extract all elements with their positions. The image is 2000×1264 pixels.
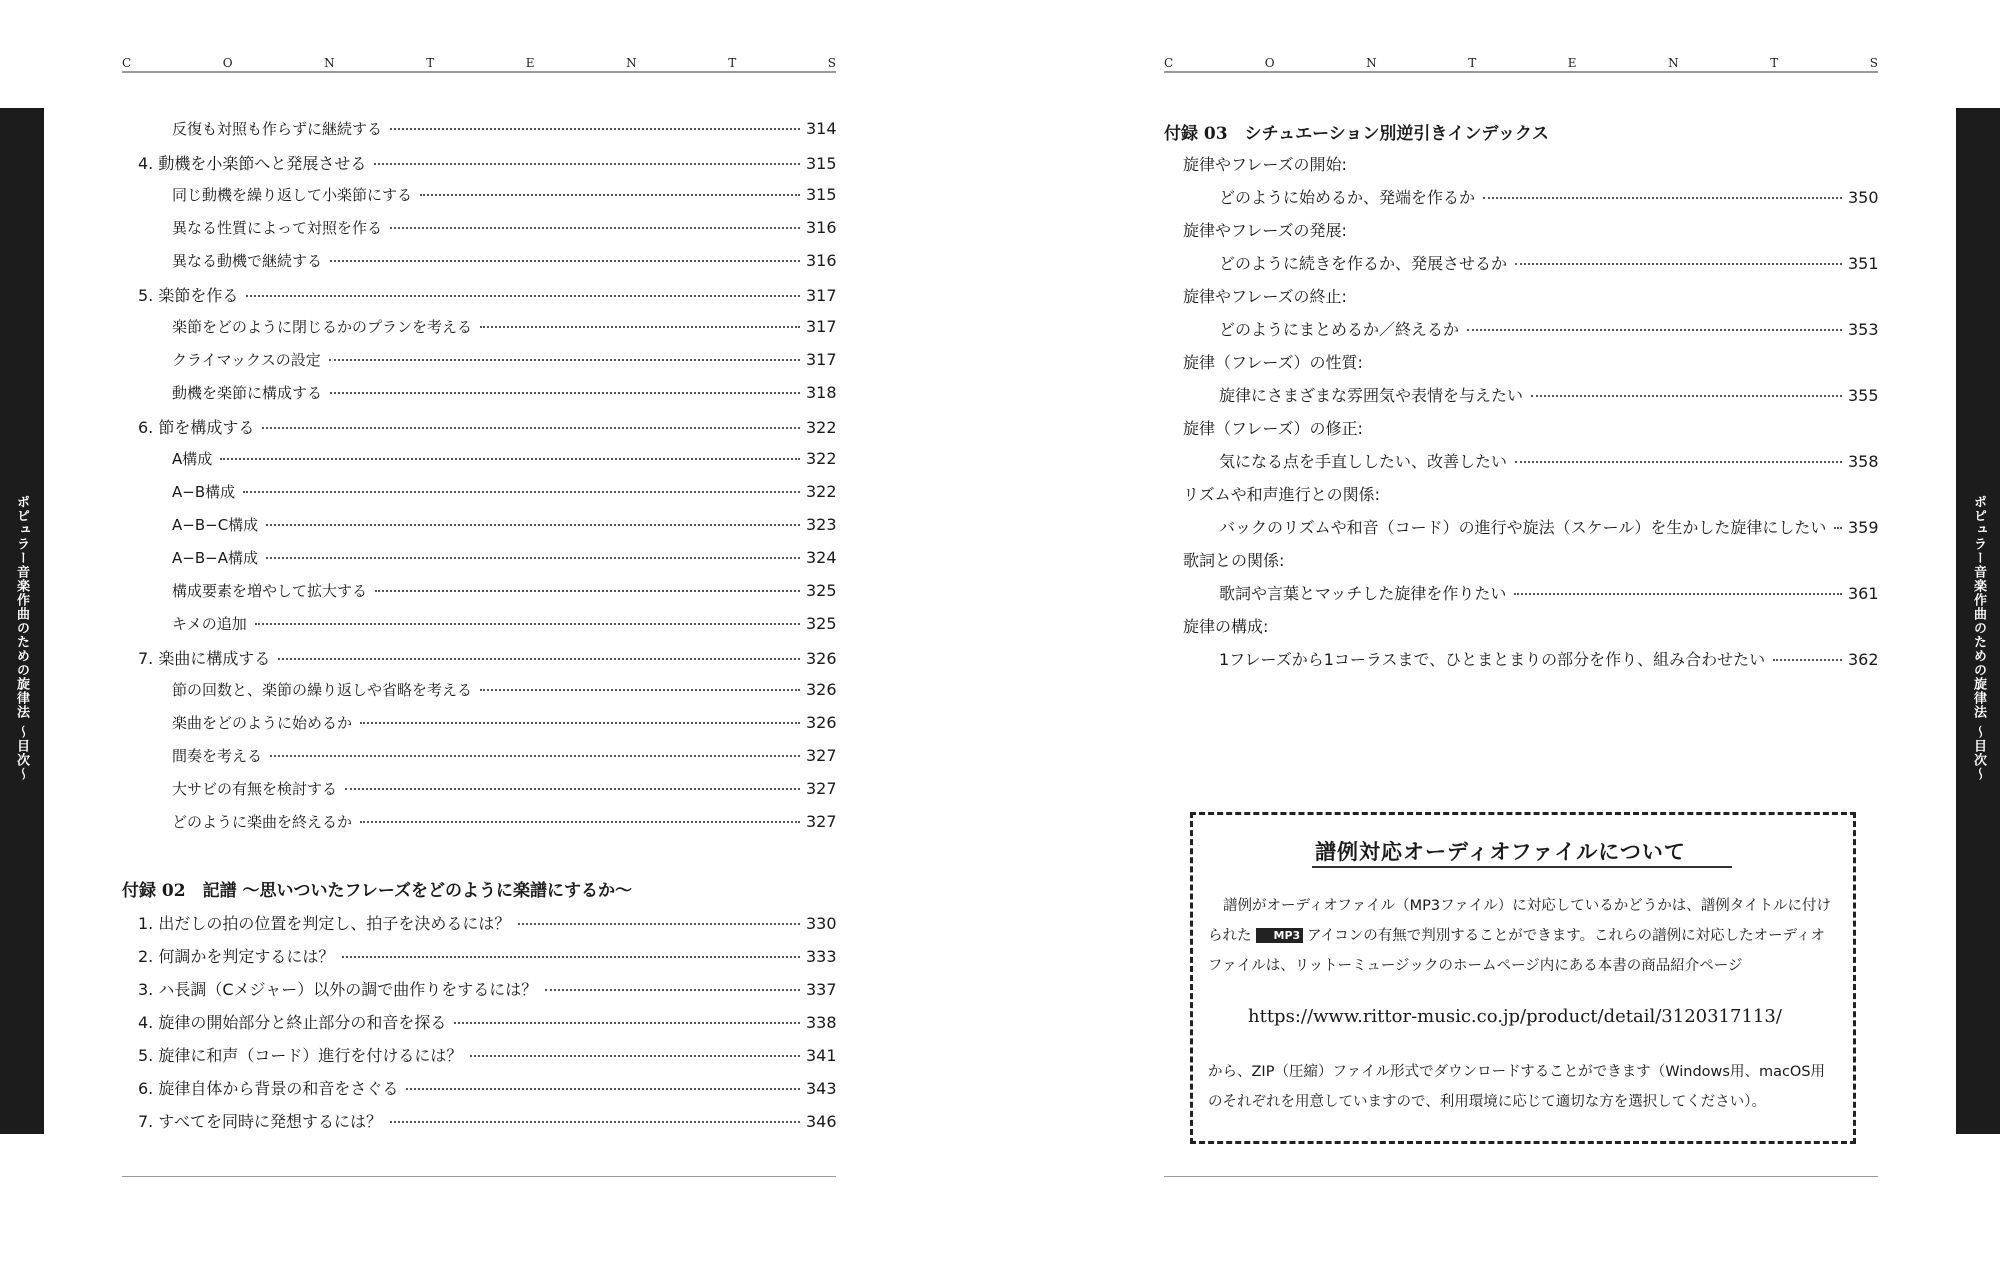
toc-entry-title: 節の回数と、楽節の繰り返しや省略を考える (172, 681, 473, 699)
index-entry[interactable] (1219, 251, 1878, 273)
toc-entry[interactable] (138, 1076, 836, 1098)
toc-entry-title: A−B−C構成 (172, 516, 259, 534)
toc-page-number: 325 (806, 614, 837, 633)
toc-entry-title: 6. 節を構成する (138, 418, 255, 437)
toc-entry-title: 楽節をどのように閉じるかのプランを考える (172, 318, 473, 336)
index-category: 旋律の構成: (1183, 617, 1269, 636)
toc-entry[interactable] (138, 944, 836, 966)
toc-entry-title: 楽曲をどのように始めるか (172, 714, 353, 732)
toc-entry[interactable] (172, 217, 836, 239)
toc-page-number: 346 (806, 1112, 837, 1131)
toc-entry-title: どのように楽曲を終えるか (172, 813, 353, 831)
left-header-letters (122, 56, 836, 70)
header-letter: N (1668, 56, 1679, 70)
toc-entry[interactable] (172, 349, 836, 371)
toc-dot-leader (270, 755, 800, 757)
audio-title-underline (1312, 866, 1732, 868)
header-letter: S (827, 56, 836, 70)
toc-entry-title: 大サビの有無を検討する (172, 780, 338, 798)
toc-entry[interactable] (172, 481, 836, 503)
toc-entry-title: 3. ハ長調（Cメジャー）以外の調で曲作りをするには？ (138, 980, 538, 999)
toc-page-number: 351 (1848, 254, 1879, 273)
toc-dot-leader (1467, 329, 1842, 331)
toc-entry-title: 歌詞や言葉とマッチした旋律を作りたい (1219, 584, 1507, 603)
index-entry[interactable] (1219, 581, 1878, 603)
toc-dot-leader (1531, 395, 1842, 397)
toc-page-number: 325 (806, 581, 837, 600)
toc-entry-title: 反復も対照も作らずに継続する (172, 120, 383, 138)
index-category: 旋律やフレーズの終止: (1183, 287, 1347, 306)
audio-info-title: 譜例対応オーディオファイルについて (1315, 839, 1686, 864)
toc-entry-title: 動機を楽節に構成する (172, 384, 323, 402)
toc-dot-leader (360, 821, 800, 823)
appendix03-title: 付録 03 シチュエーション別逆引きインデックス (1164, 124, 1549, 144)
toc-entry-title: 同じ動機を繰り返して小楽節にする (172, 186, 413, 204)
index-category: 歌詞との関係: (1183, 551, 1285, 570)
toc-entry-title: 異なる動機で継続する (172, 252, 323, 270)
toc-page-number: 358 (1848, 452, 1879, 471)
toc-entry-title: 2. 何調かを判定するには？ (138, 947, 335, 966)
audio-info-paragraph-2: から、ZIP（圧縮）ファイル形式でダウンロードすることができます（Windows用、macOS用のそれぞれを用意していますので、利用環境に応じて適切な方を選択してください）。 (1208, 1064, 1826, 1110)
toc-page-number: 341 (806, 1046, 837, 1065)
toc-entry[interactable] (138, 1109, 836, 1131)
toc-page-number: 315 (806, 185, 837, 204)
toc-entry-title: 5. 旋律に和声（コード）進行を付けるには？ (138, 1046, 463, 1065)
toc-entry-title: A構成 (172, 450, 213, 468)
toc-entry-title: 旋律にさまざまな雰囲気や表情を与えたい (1219, 386, 1524, 405)
toc-page-number: 316 (806, 218, 837, 237)
toc-dot-leader (1834, 527, 1842, 529)
mp3-icon: MP3 (1256, 928, 1304, 943)
left-header-rule (122, 71, 836, 73)
toc-dot-leader (266, 557, 800, 559)
toc-dot-leader (420, 194, 800, 196)
toc-dot-leader (390, 227, 800, 229)
index-category: リズムや和声進行との関係: (1183, 485, 1381, 504)
toc-entry[interactable] (172, 580, 836, 602)
toc-entry[interactable] (172, 811, 836, 833)
toc-entry-title: 4. 動機を小楽節へと発展させる (138, 154, 367, 173)
toc-page-number: 324 (806, 548, 837, 567)
toc-dot-leader (1515, 461, 1842, 463)
toc-dot-leader (360, 722, 800, 724)
toc-dot-leader (390, 1121, 800, 1123)
toc-dot-leader (518, 923, 800, 925)
toc-dot-leader (255, 623, 800, 625)
toc-page-number: 322 (806, 449, 837, 468)
toc-entry-title: どのようにまとめるか／終えるか (1219, 320, 1460, 339)
toc-entry[interactable] (172, 679, 836, 701)
right-header-rule (1164, 71, 1878, 73)
toc-page-number: 326 (806, 649, 837, 668)
toc-entry-title: クライマックスの設定 (172, 351, 321, 369)
index-category: 旋律やフレーズの開始: (1183, 155, 1347, 174)
toc-page-number: 317 (806, 286, 837, 305)
toc-page-number: 326 (806, 713, 837, 732)
toc-page-number: 316 (806, 251, 837, 270)
index-entry[interactable] (1219, 647, 1878, 669)
toc-dot-leader (545, 989, 800, 991)
toc-entry-title: どのように続きを作るか、発展させるか (1219, 254, 1508, 273)
toc-entry[interactable] (172, 547, 836, 569)
audio-info-paragraph-1: 譜例がオーディオファイル（MP3ファイル）に対応しているかどうかは、譜例タイトルに付けられた MP3 アイコンの有無で判別することができます。これらの譜例に対応したオーディオファイルは、リットーミュージックのホームページ内にある本書の商品紹介ページ (1208, 898, 1832, 974)
header-letter: N (1366, 56, 1377, 70)
toc-entry[interactable] (138, 911, 836, 933)
toc-page-number: 314 (806, 119, 837, 138)
toc-dot-leader (246, 295, 800, 297)
toc-dot-leader (1483, 197, 1842, 199)
index-entry[interactable] (1219, 383, 1878, 405)
toc-entry[interactable] (172, 745, 836, 767)
toc-dot-leader (375, 590, 800, 592)
index-entry[interactable] (1219, 317, 1878, 339)
toc-entry-title: 7. 楽曲に構成する (138, 649, 271, 668)
header-letter: C (122, 56, 132, 70)
toc-entry-title: キメの追加 (172, 615, 247, 633)
toc-dot-leader (330, 260, 800, 262)
toc-entry-title: A−B−A構成 (172, 549, 258, 567)
toc-dot-leader (220, 458, 800, 460)
toc-dot-leader (266, 524, 800, 526)
toc-entry[interactable] (172, 184, 836, 206)
toc-page-number: 322 (806, 418, 837, 437)
toc-entry[interactable] (138, 151, 836, 173)
toc-page-number: 355 (1848, 386, 1879, 405)
toc-entry-title: 5. 楽節を作る (138, 286, 239, 305)
index-entry[interactable] (1219, 515, 1878, 537)
toc-entry-title: 1. 出だしの拍の位置を判定し、拍子を決めるには？ (138, 914, 511, 933)
toc-page-number: 317 (806, 350, 837, 369)
header-letter: T (1770, 56, 1779, 70)
toc-page-number: 323 (806, 515, 837, 534)
toc-page-number: 361 (1848, 584, 1879, 603)
toc-entry[interactable] (138, 415, 836, 437)
header-letter: E (525, 56, 535, 70)
toc-dot-leader (480, 326, 800, 328)
toc-dot-leader (342, 956, 800, 958)
header-letter: C (1164, 56, 1174, 70)
toc-page-number: 326 (806, 680, 837, 699)
left-footer-rule (122, 1176, 836, 1177)
header-letter: N (324, 56, 335, 70)
toc-dot-leader (345, 788, 800, 790)
toc-entry[interactable] (138, 1010, 836, 1032)
toc-page-number: 327 (806, 779, 837, 798)
toc-dot-leader (406, 1088, 800, 1090)
toc-entry[interactable] (138, 1043, 836, 1065)
right-header-letters (1164, 56, 1878, 70)
toc-entry[interactable] (138, 283, 836, 305)
toc-entry-title: 4. 旋律の開始部分と終止部分の和音を探る (138, 1013, 447, 1032)
toc-entry-title: 気になる点を手直ししたい、改善したい (1219, 452, 1508, 471)
index-category: 旋律（フレーズ）の性質: (1183, 353, 1363, 372)
toc-entry[interactable] (138, 646, 836, 668)
right-footer-rule (1164, 1176, 1878, 1177)
header-letter: N (626, 56, 637, 70)
header-letter: T (426, 56, 435, 70)
toc-dot-leader (390, 128, 800, 130)
header-letter: T (1468, 56, 1477, 70)
toc-entry[interactable] (172, 514, 836, 536)
toc-dot-leader (470, 1055, 800, 1057)
toc-dot-leader (243, 491, 800, 493)
toc-entry-title: 間奏を考える (172, 747, 263, 765)
toc-entry-title: A−B構成 (172, 483, 236, 501)
toc-page-number: 327 (806, 746, 837, 765)
toc-dot-leader (1514, 593, 1842, 595)
toc-entry[interactable] (172, 613, 836, 635)
header-letter: E (1567, 56, 1577, 70)
toc-entry-title: 1フレーズから1コーラスまで、ひとまとまりの部分を作り、組み合わせたい (1219, 650, 1766, 669)
toc-page-number: 330 (806, 914, 837, 933)
audio-download-url[interactable]: https://www.rittor-music.co.jp/product/detail/3120317113/ (1248, 1006, 1782, 1027)
index-category: 旋律やフレーズの発展: (1183, 221, 1347, 240)
index-category: 旋律（フレーズ）の修正: (1183, 419, 1363, 438)
toc-page-number: 315 (806, 154, 837, 173)
toc-dot-leader (330, 392, 800, 394)
toc-page-number: 359 (1848, 518, 1879, 537)
toc-entry-title: バックのリズムや和音（コード）の進行や旋法（スケール）を生かした旋律にしたい (1219, 518, 1827, 537)
appendix02-title: 付録 02 記譜 〜思いついたフレーズをどのように楽譜にするか〜 (122, 881, 632, 901)
toc-entry-title: 7. すべてを同時に発想するには？ (138, 1112, 383, 1131)
toc-entry[interactable] (172, 778, 836, 800)
toc-page-number: 353 (1848, 320, 1879, 339)
toc-dot-leader (262, 427, 800, 429)
header-letter: S (1869, 56, 1878, 70)
toc-dot-leader (374, 163, 800, 165)
header-letter: O (1264, 56, 1275, 70)
toc-entry[interactable] (172, 712, 836, 734)
right-side-title: ポピュラー音楽作曲のための旋律法〜目次〜 (1971, 495, 1986, 781)
toc-dot-leader (454, 1022, 800, 1024)
left-side-title: ポピュラー音楽作曲のための旋律法〜目次〜 (14, 495, 29, 781)
toc-page-number: 343 (806, 1079, 837, 1098)
index-entry[interactable] (1219, 185, 1878, 207)
toc-page-number: 322 (806, 482, 837, 501)
header-letter: T (728, 56, 737, 70)
header-letter: O (222, 56, 233, 70)
toc-entry-title: どのように始めるか、発端を作るか (1219, 188, 1476, 207)
toc-dot-leader (1773, 659, 1842, 661)
index-entry[interactable] (1219, 449, 1878, 471)
toc-dot-leader (329, 359, 800, 361)
toc-entry[interactable] (172, 250, 836, 272)
toc-entry-title: 6. 旋律自体から背景の和音をさぐる (138, 1079, 399, 1098)
toc-entry[interactable] (172, 448, 836, 470)
toc-page-number: 333 (806, 947, 837, 966)
toc-dot-leader (278, 658, 800, 660)
toc-entry[interactable] (172, 118, 836, 140)
toc-page-number: 317 (806, 317, 837, 336)
toc-dot-leader (480, 689, 800, 691)
toc-page-number: 318 (806, 383, 837, 402)
toc-entry[interactable] (172, 382, 836, 404)
toc-page-number: 337 (806, 980, 837, 999)
toc-page-number: 362 (1848, 650, 1879, 669)
toc-page-number: 350 (1848, 188, 1879, 207)
toc-dot-leader (1515, 263, 1842, 265)
toc-page-number: 327 (806, 812, 837, 831)
toc-entry[interactable] (138, 977, 836, 999)
toc-entry-title: 異なる性質によって対照を作る (172, 219, 383, 237)
toc-entry[interactable] (172, 316, 836, 338)
toc-page-number: 338 (806, 1013, 837, 1032)
toc-entry-title: 構成要素を増やして拡大する (172, 582, 368, 600)
